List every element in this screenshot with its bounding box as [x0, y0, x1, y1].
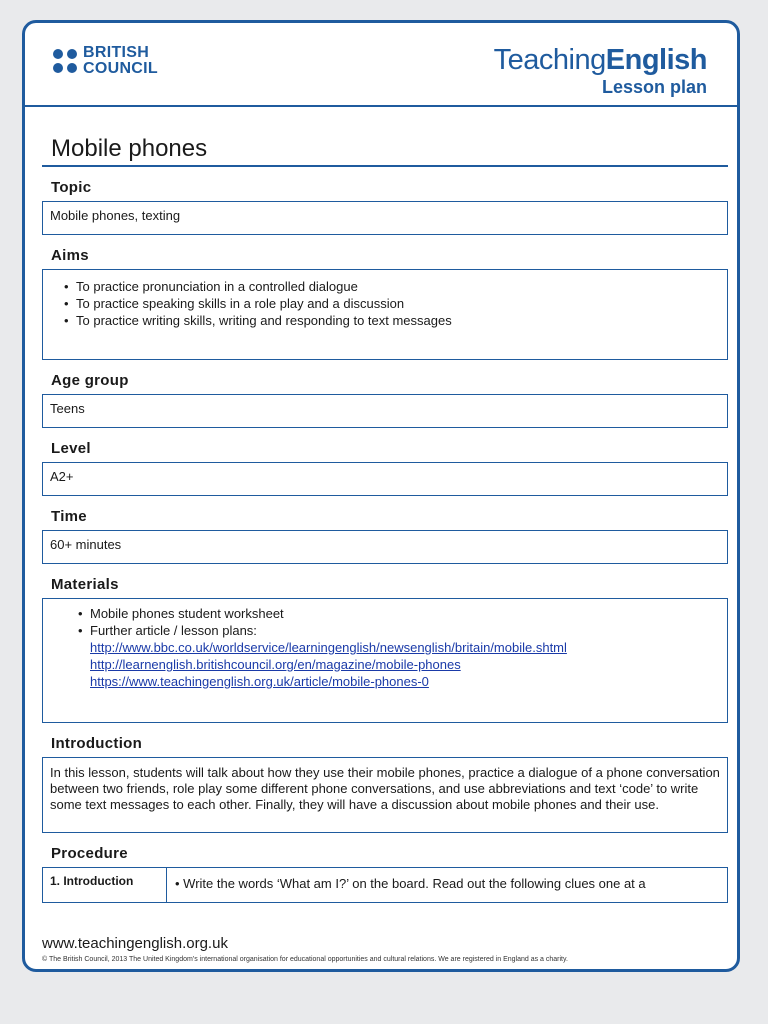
procedure-step-text: • Write the words ‘What am I?’ on the board. Read out the following clues one at a	[175, 876, 646, 891]
te-logo-part1: Teaching	[493, 44, 606, 76]
material-link[interactable]: https://www.teachingenglish.org.uk/article/mobile-phones-0	[90, 674, 429, 689]
topic-box	[42, 201, 728, 235]
aims-label: Aims	[51, 247, 89, 264]
bc-dots-icon	[53, 49, 77, 73]
introduction-text: In this lesson, students will talk about how they use their mobile phones, practice a dialogue of a phone conversation between two friends, role play some different phone conversations, and use abbreviations and text ‘code’ to write some text messages to each other. Finally, they will have a discussion about mobile phones and their use.	[50, 765, 720, 812]
materials-label: Materials	[51, 576, 119, 593]
footer-url[interactable]: www.teachingenglish.org.uk	[42, 935, 228, 952]
bc-logo-line1: BRITISH	[83, 44, 150, 61]
procedure-table	[42, 867, 728, 903]
bc-logo-line2: COUNCIL	[83, 60, 158, 77]
teachingenglish-logo	[494, 45, 707, 98]
introduction-box	[42, 757, 728, 833]
aim-item: • To practice writing skills, writing and responding to text messages	[76, 312, 720, 329]
material-link[interactable]: http://learnenglish.britishcouncil.org/en/magazine/mobile-phones	[90, 657, 461, 672]
topic-label: Topic	[51, 179, 92, 196]
age-group-box	[42, 394, 728, 428]
lesson-plan-subtitle: Lesson plan	[601, 77, 707, 97]
level-value: A2+	[50, 469, 74, 484]
aims-box	[42, 269, 728, 360]
time-box	[42, 530, 728, 564]
material-link[interactable]: http://www.bbc.co.uk/worldservice/learningenglish/newsenglish/britain/mobile.shtml	[90, 640, 567, 655]
material-item: • Mobile phones student worksheet	[90, 605, 720, 622]
material-item	[90, 622, 720, 690]
level-box	[42, 462, 728, 496]
page-header	[25, 23, 737, 107]
lesson-content	[42, 135, 728, 903]
footer-legal: © The British Council, 2013 The United Kingdom’s international organisation for educational opportunities and cultural relations. We are registered in England as a charity.	[42, 956, 568, 963]
british-council-logo	[53, 45, 158, 77]
page-title: Mobile phones	[42, 135, 728, 167]
age-group-value: Teens	[50, 401, 85, 416]
introduction-label: Introduction	[51, 735, 143, 752]
procedure-label: Procedure	[51, 845, 128, 862]
lesson-plan-page	[22, 20, 740, 972]
materials-box	[42, 598, 728, 723]
level-label: Level	[51, 440, 91, 457]
material-item-text: Further article / lesson plans:	[90, 623, 257, 638]
te-logo-part2: English	[605, 44, 707, 76]
procedure-step-title: 1. Introduction	[43, 868, 167, 902]
topic-value: Mobile phones, texting	[50, 208, 181, 223]
time-value: 60+ minutes	[50, 537, 122, 552]
age-group-label: Age group	[51, 372, 129, 389]
aim-item: • To practice pronunciation in a controlled dialogue	[76, 278, 720, 295]
time-label: Time	[51, 508, 87, 525]
aim-item: • To practice speaking skills in a role play and a discussion	[76, 295, 720, 312]
